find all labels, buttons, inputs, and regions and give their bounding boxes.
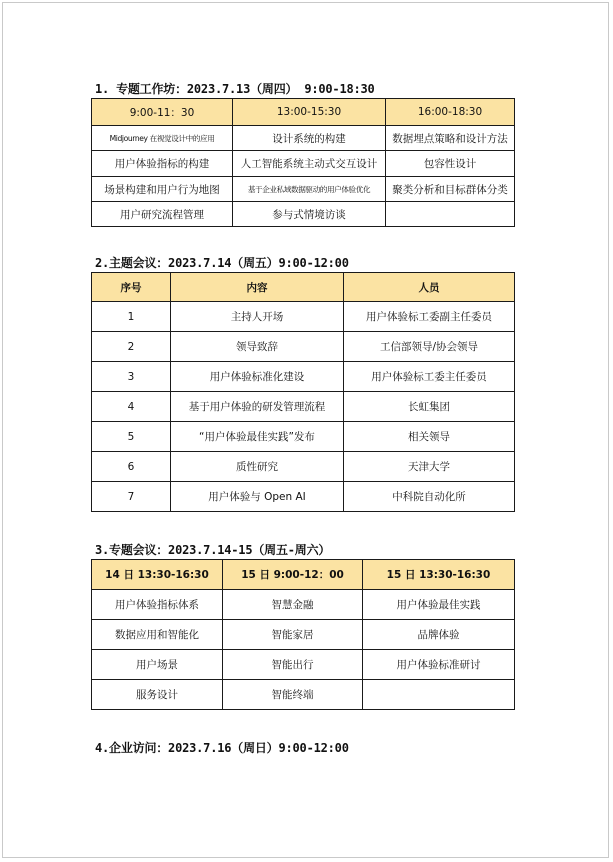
table-row [92,422,515,452]
meeting-header: 序号 [92,273,171,302]
table-cell: 天津大学 [344,452,515,482]
topic-header: 15 日 13:30-16:30 [363,560,515,590]
table-row [92,202,515,227]
table-cell: 用户体验最佳实践 [363,590,515,620]
table-row [92,151,515,177]
workshop-table [91,98,515,227]
main-meeting-table [91,272,515,512]
table-cell [363,680,515,710]
table-cell: 相关领导 [344,422,515,452]
table-cell: 人工智能系统主动式交互设计 [233,151,386,177]
table-cell: 用户体验指标体系 [92,590,223,620]
table-cell: 5 [92,422,171,452]
workshop-header-row [92,99,515,126]
table-row [92,392,515,422]
table-cell: 2 [92,332,171,362]
table-cell: 主持人开场 [171,302,344,332]
section4-title: 4.企业访问：2023.7.16（周日）9:00-12:00 [95,741,349,755]
workshop-header: 13:00-15:30 [233,99,386,126]
table-row [92,362,515,392]
workshop-header: 9:00-11：30 [92,99,233,126]
table-row [92,680,515,710]
meeting-header: 内容 [171,273,344,302]
table-cell: 用户体验与 Open AI [171,482,344,512]
topic-meeting-table [91,559,515,710]
table-cell: 基于企业私域数据驱动的用户体验优化 [233,177,386,202]
table-cell: 用户研究流程管理 [92,202,233,227]
table-cell: 4 [92,392,171,422]
table-row [92,332,515,362]
table-row [92,177,515,202]
table-cell: 领导致辞 [171,332,344,362]
table-cell: 1 [92,302,171,332]
workshop-header: 16:00-18:30 [386,99,515,126]
table-cell: 数据埋点策略和设计方法 [386,126,515,151]
table-row [92,126,515,151]
table-cell: 7 [92,482,171,512]
topic-header: 15 日 9:00-12：00 [223,560,363,590]
table-cell: 设计系统的构建 [233,126,386,151]
table-row [92,620,515,650]
table-cell: 服务设计 [92,680,223,710]
table-cell: 智能终端 [223,680,363,710]
table-cell: “用户体验最佳实践”发布 [171,422,344,452]
table-cell: 数据应用和智能化 [92,620,223,650]
table-cell: 品牌体验 [363,620,515,650]
table-cell: 智能家居 [223,620,363,650]
table-cell: 用户体验标准研讨 [363,650,515,680]
table-cell: Midjourney 在视觉设计中的应用 [92,126,233,151]
section1-title: 1. 专题工作坊：2023.7.13（周四） 9:00-18:30 [95,82,375,96]
table-cell: 基于用户体验的研发管理流程 [171,392,344,422]
table-cell [386,202,515,227]
table-row [92,590,515,620]
table-row [92,650,515,680]
table-row [92,452,515,482]
topic-header: 14 日 13:30-16:30 [92,560,223,590]
table-cell: 中科院自动化所 [344,482,515,512]
table-row [92,482,515,512]
table-cell: 参与式情境访谈 [233,202,386,227]
table-cell: 用户体验标工委副主任委员 [344,302,515,332]
table-cell: 智能出行 [223,650,363,680]
table-cell: 质性研究 [171,452,344,482]
table-cell: 用户体验指标的构建 [92,151,233,177]
table-cell: 6 [92,452,171,482]
table-cell: 智慧金融 [223,590,363,620]
table-cell: 用户场景 [92,650,223,680]
topic-header-row [92,560,515,590]
meeting-header-row [92,273,515,302]
table-cell: 3 [92,362,171,392]
table-cell: 长虹集团 [344,392,515,422]
table-cell: 用户体验标准化建设 [171,362,344,392]
table-cell: 用户体验标工委主任委员 [344,362,515,392]
table-row [92,302,515,332]
section2-title: 2.主题会议：2023.7.14（周五）9:00-12:00 [95,256,349,270]
table-cell: 场景构建和用户行为地图 [92,177,233,202]
table-cell: 工信部领导/协会领导 [344,332,515,362]
table-cell: 聚类分析和目标群体分类 [386,177,515,202]
meeting-header: 人员 [344,273,515,302]
table-cell: 包容性设计 [386,151,515,177]
section3-title: 3.专题会议：2023.7.14-15（周五-周六） [95,543,331,557]
